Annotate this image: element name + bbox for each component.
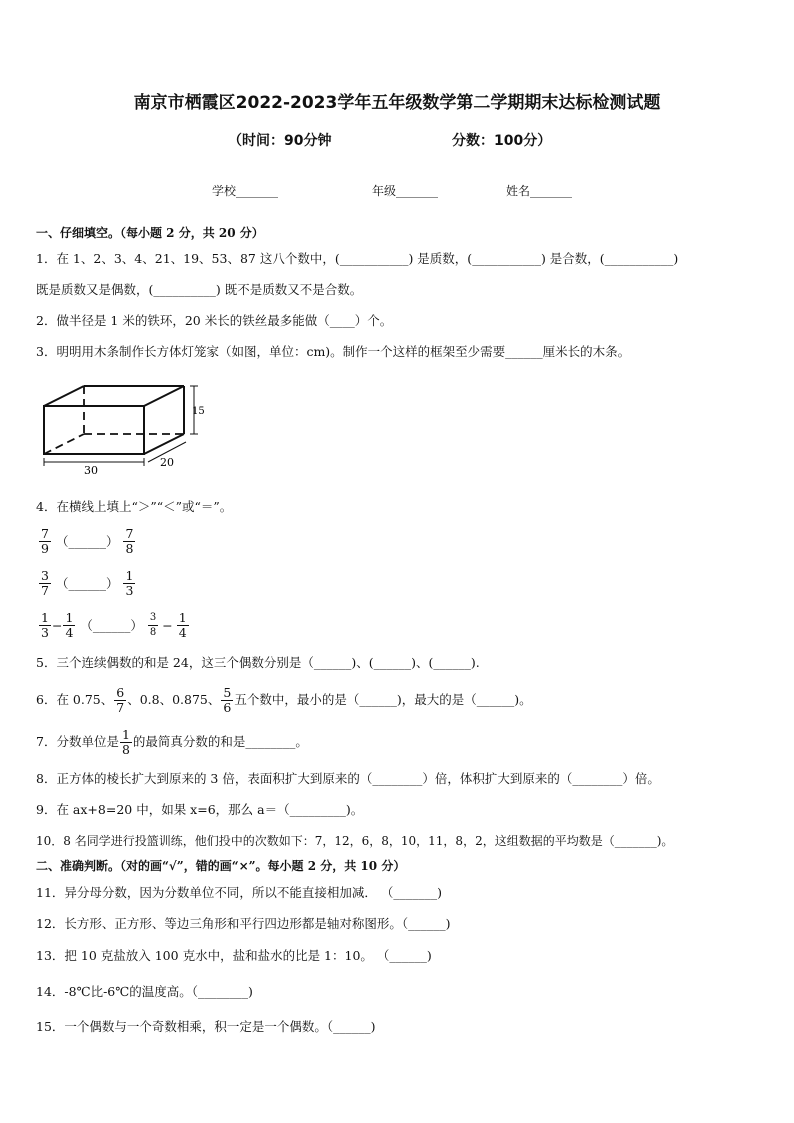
figure-length-label: 30 [84, 464, 98, 475]
fraction: $\frac{1}{4}$ [65, 609, 74, 640]
question-12: 12．长方形、正方形、等边三角形和平行四边形都是轴对称图形。（______) [36, 916, 451, 931]
fraction: $\frac{1}{3}$ [125, 567, 134, 598]
fraction: $\frac{1}{3}$ [41, 609, 49, 640]
question-11: 11．异分母分数，因为分数单位不同，所以不能直接相加减． （_______) [36, 885, 443, 900]
question-9: 9．在 ax+8=20 中，如果 x=6，那么 a＝（_________)。 [36, 802, 364, 817]
answer-blank: （______） [55, 576, 119, 591]
fraction: $\frac{1}{8}$ [121, 726, 130, 757]
question-13: 13．把 10 克盐放入 100 克水中，盐和盐水的比是 1：10。 （______) [36, 948, 432, 963]
q4-row-3 [38, 608, 190, 642]
school-field: 学校_______ [212, 184, 279, 198]
q4-row-2 [38, 566, 136, 600]
question-1-line-1: 1．在 1、2、3、4、21、19、53、87 这八个数中，(___________) 是质数，(___________) 是合数，(___________) [36, 251, 679, 266]
page-title: 南京市栖霞区2022-2023学年五年级数学第二学期期末达标检测试题 [133, 93, 661, 113]
question-5: 5．三个连续偶数的和是 24，这三个偶数分别是（______)、(______)、(______). [36, 655, 480, 670]
question-15: 15．一个偶数与一个奇数相乘，积一定是一个偶数。（______) [36, 1019, 376, 1034]
q4-row-1 [38, 524, 136, 558]
question-1-line-2: 既是质数又是偶数，(__________) 既不是质数又不是合数。 [36, 282, 363, 297]
fraction: $\frac{6}{7}$ [116, 684, 125, 715]
fraction: $\frac{3}{8}$ [149, 611, 157, 638]
answer-blank: （______） [55, 534, 119, 549]
fraction: $\frac{7}{8}$ [125, 525, 134, 556]
question-3: 3．明明用木条制作长方体灯笼家（如图，单位：cm)。制作一个这样的框架至少需要______厘米长的木条。 [36, 344, 631, 359]
section-heading-fill-blank: 一、仔细填空。（每小题 2 分，共 20 分） [36, 226, 264, 240]
cuboid-figure [36, 380, 216, 475]
question-6 [36, 680, 758, 720]
name-field: 姓名_______ [506, 184, 573, 198]
fraction: $\frac{7}{9}$ [41, 525, 49, 556]
q6-text: 、0.8、0.875、 [127, 692, 221, 707]
question-2: 2．做半径是 1 米的铁环，20 米长的铁丝最多能做（____）个。 [36, 313, 393, 328]
time-label: （时间：90分钟 [228, 133, 332, 149]
minus-sign: − [162, 617, 173, 633]
question-4: 4．在横线上填上“＞”“＜”或“＝”。 [36, 499, 233, 514]
figure-width-label: 20 [160, 456, 174, 469]
question-8: 8．正方体的棱长扩大到原来的 3 倍，表面积扩大到原来的（________）倍，体积扩大到原来的（________）倍。 [36, 771, 660, 786]
q7-text: 7．分数单位是 [36, 734, 119, 749]
q7-text: 的最简真分数的和是________。 [132, 734, 308, 749]
q6-text: 五个数中，最小的是（______)，最大的是（______)。 [234, 692, 532, 707]
figure-height-label: 15 [192, 406, 205, 417]
answer-blank: （______） [80, 618, 143, 633]
question-7 [36, 722, 758, 762]
grade-field: 年级_______ [372, 184, 439, 198]
fraction: $\frac{3}{7}$ [41, 567, 49, 598]
fraction: $\frac{5}{6}$ [223, 684, 232, 715]
score-label: 分数：100分） [452, 133, 552, 149]
question-14: 14．-8℃比-6℃的温度高。（________) [36, 984, 253, 999]
fraction: $\frac{1}{4}$ [178, 609, 187, 640]
q6-text: 6．在 0.75、 [36, 692, 114, 707]
section-heading-true-false: 二、准确判断。（对的画“√”，错的画“×”。每小题 2 分，共 10 分） [36, 859, 406, 873]
minus-sign: − [51, 617, 63, 633]
question-10: 10．8 名同学进行投篮训练，他们投中的次数如下：7，12，6，8，10，11，8，2，这组数据的平均数是（_______)。 [36, 834, 674, 848]
